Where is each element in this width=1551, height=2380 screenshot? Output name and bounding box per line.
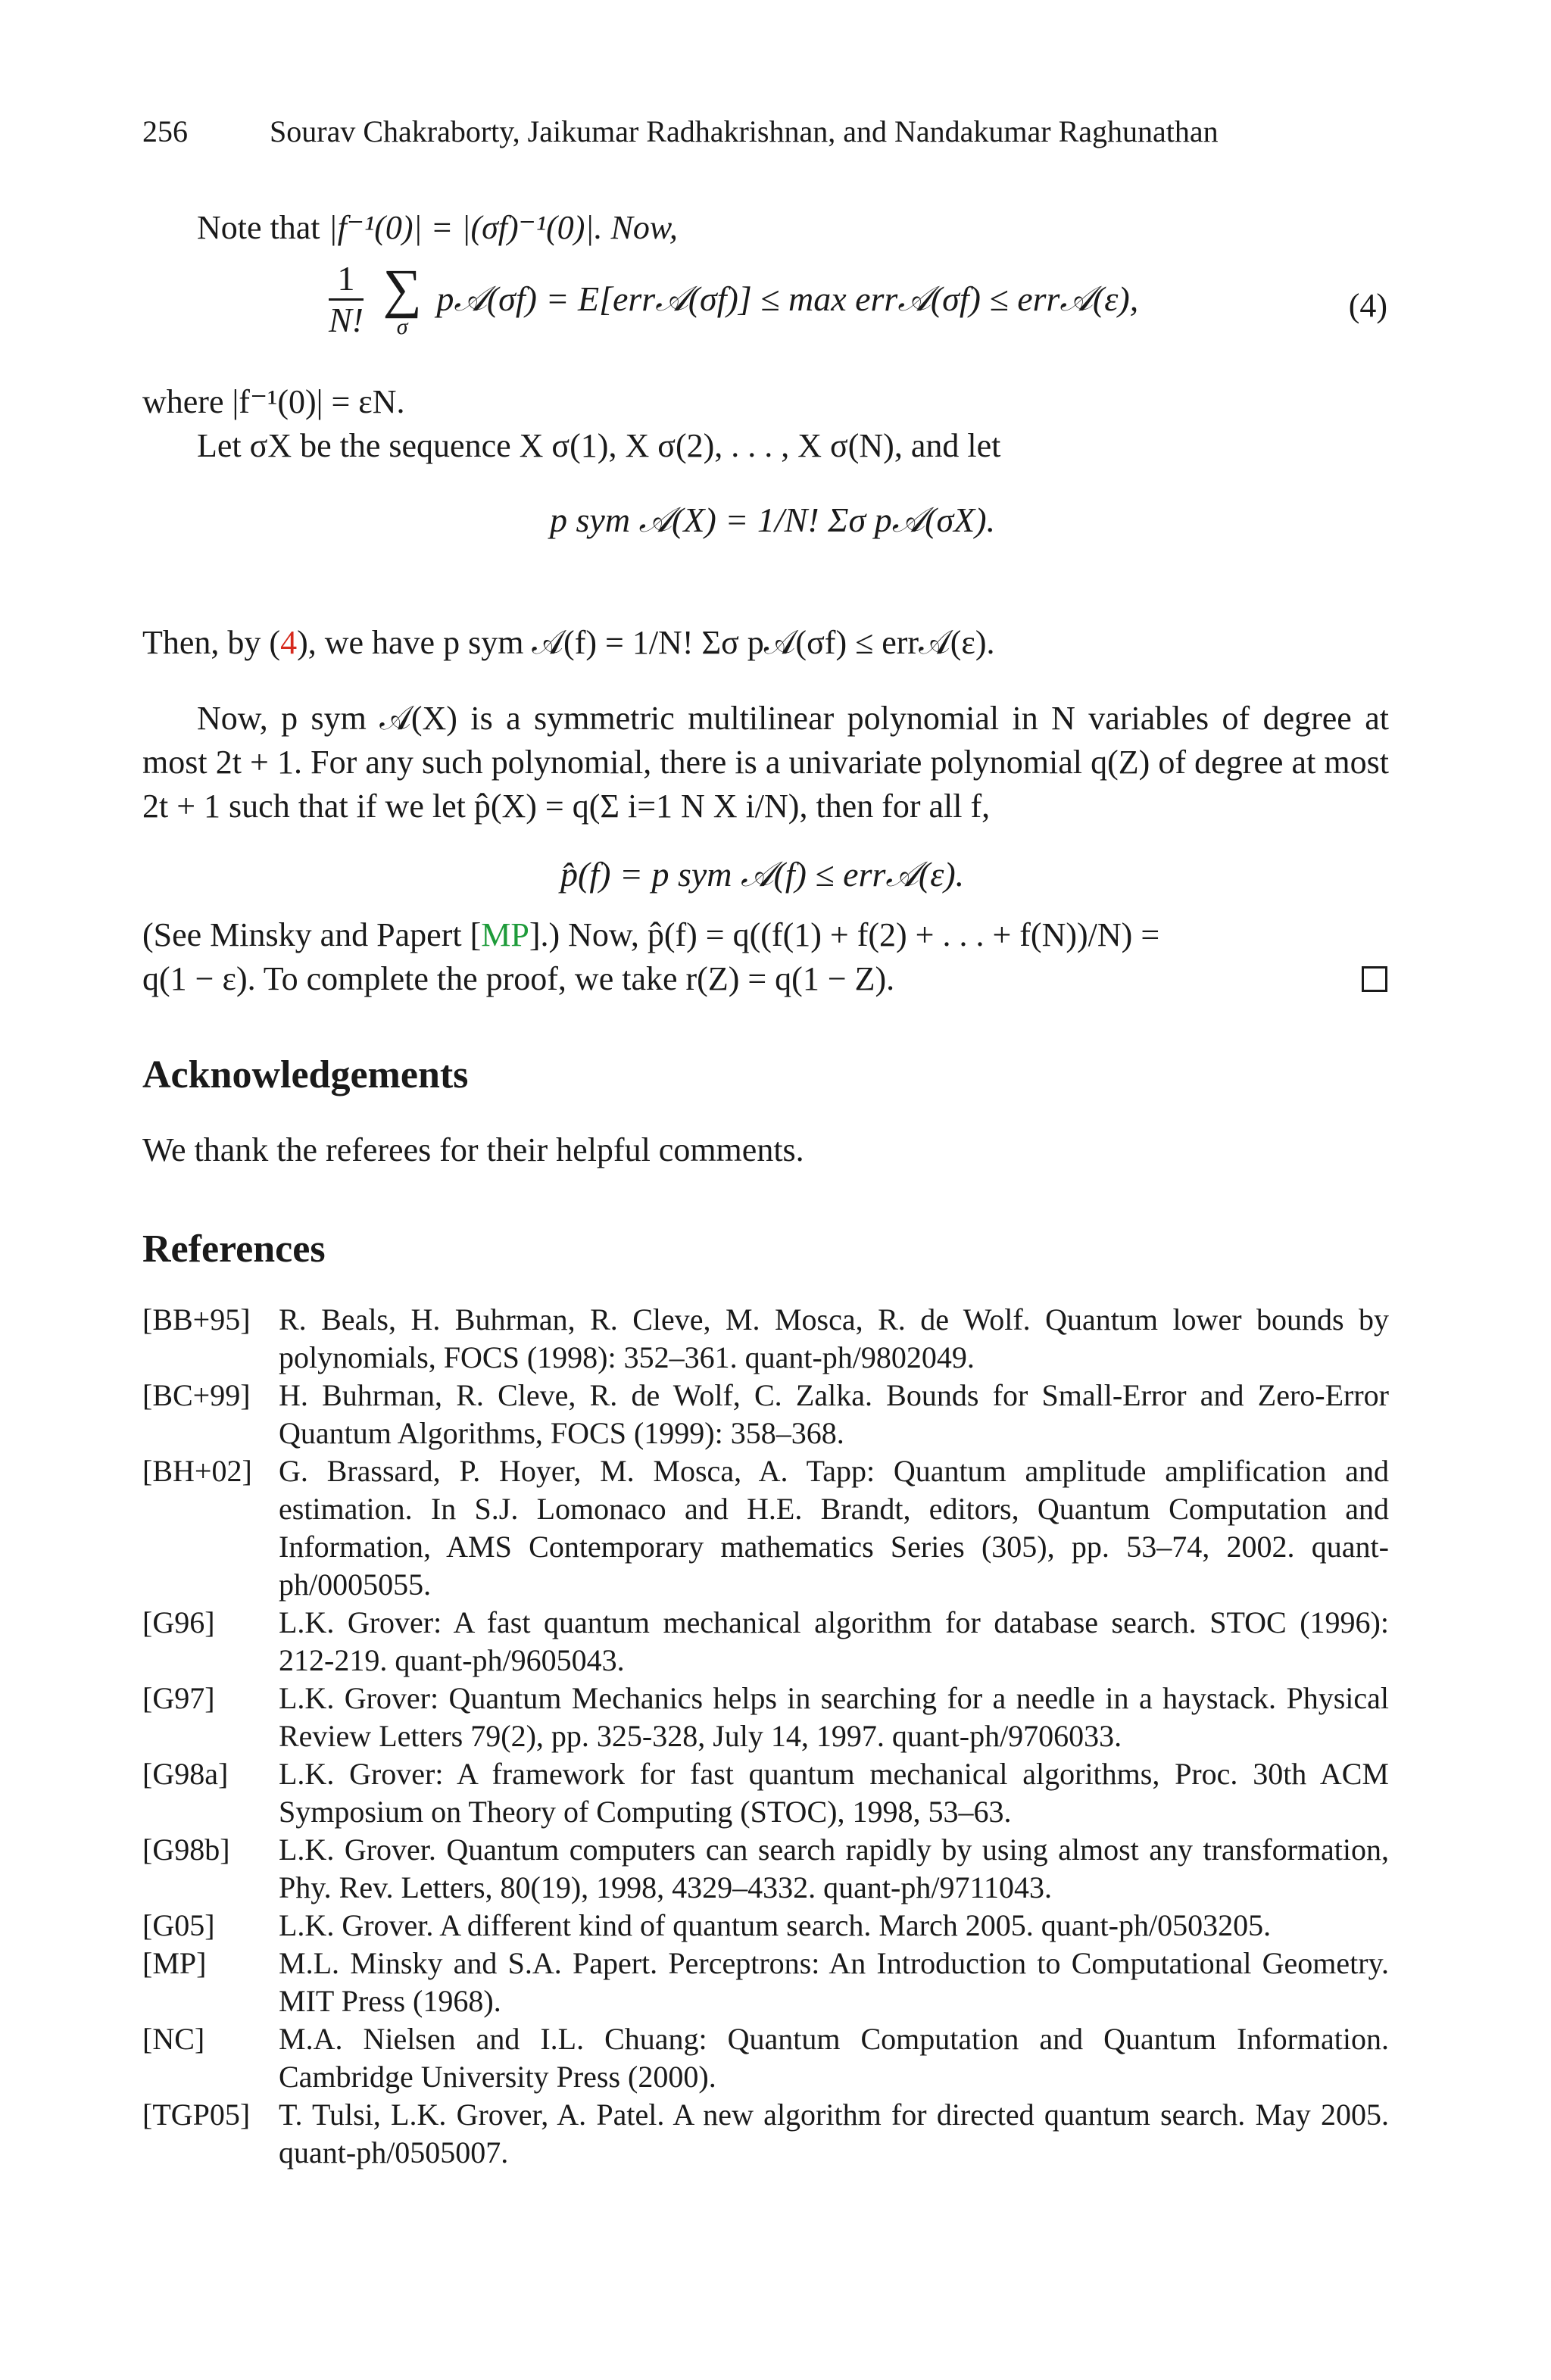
reference-text: M.A. Nielsen and I.L. Chuang: Quantum Computation and Quantum Information. Cambridge University Press (2000). <box>279 2022 1389 2094</box>
phat-equation: p̂(f) = p sym 𝒜(f) ≤ err𝒜(ε). <box>560 855 965 894</box>
equation-4 <box>324 259 1138 340</box>
reference-item <box>142 1755 1389 1831</box>
reference-key: [MP] <box>142 1946 207 1980</box>
note-math: |f⁻¹(0)| = |(σf)⁻¹(0)|. Now, <box>328 209 678 246</box>
reference-item <box>142 1377 1389 1452</box>
then-line: Then, by (4), we have p sym 𝒜(f) = 1/N! Σσ p𝒜(σf) ≤ err𝒜(ε). <box>142 624 995 661</box>
qed-box <box>1362 966 1387 992</box>
reference-text: L.K. Grover: Quantum Mechanics helps in searching for a needle in a haystack. Physical Review Letters 79(2), pp. 325-328, July 14, 1997. quant-ph/9706033. <box>279 1681 1389 1753</box>
reference-item <box>142 1945 1389 2020</box>
reference-text: L.K. Grover: A framework for fast quantum mechanical algorithms, Proc. 30th ACM Symposium on Theory of Computing (STOC), 1998, 53–63. <box>279 1757 1389 1829</box>
note-line: Note that |f⁻¹(0)| = |(σf)⁻¹(0)|. Now, <box>197 209 678 246</box>
let-line: Let σX be the sequence X σ(1), X σ(2), . . . , X σ(N), and let <box>197 427 1001 464</box>
equation-ref-link[interactable]: 4 <box>280 624 298 661</box>
reference-item <box>142 1907 1389 1945</box>
paragraph-symmetric-polynomial: Now, p sym 𝒜(X) is a symmetric multilinear polynomial in N variables of degree at most 2t + 1. For any such polynomial, there is a univariate polynomial q(Z) of degree at most 2t + 1 such that if we let p̂(X) = q(Σ i=1 N X i/N), then for all f, <box>142 700 1389 825</box>
reference-text: L.K. Grover: A fast quantum mechanical algorithm for database search. STOC (1996): 212-219. quant-ph/9605043. <box>279 1605 1389 1677</box>
reference-key: [BB+95] <box>142 1302 251 1337</box>
reference-key: [NC] <box>142 2022 205 2056</box>
see-line-2: q(1 − ε). To complete the proof, we take r(Z) = q(1 − Z). <box>142 960 895 997</box>
reference-text: L.K. Grover. A different kind of quantum search. March 2005. quant-ph/0503205. <box>279 1908 1272 1942</box>
psym-definition: p sym 𝒜(X) = 1/N! Σσ p𝒜(σX). <box>550 501 996 539</box>
acknowledgements-heading: Acknowledgements <box>142 1053 469 1096</box>
citation-link-mp[interactable]: MP <box>481 916 529 953</box>
reference-item <box>142 1831 1389 1907</box>
references-heading: References <box>142 1227 326 1271</box>
eq4-fraction: $\frac{1}{N!}$ <box>329 259 364 339</box>
reference-item <box>142 1301 1389 1377</box>
reference-key: [G05] <box>142 1908 215 1942</box>
equation-number: (4) <box>1348 287 1387 324</box>
reference-text: M.L. Minsky and S.A. Papert. Perceptrons: An Introduction to Computational Geometry. MIT Press (1968). <box>279 1946 1389 2018</box>
reference-key: [G96] <box>142 1605 215 1639</box>
reference-key: [BC+99] <box>142 1378 251 1412</box>
reference-text: G. Brassard, P. Hoyer, M. Mosca, A. Tapp: Quantum amplitude amplification and estimation. In S.J. Lomonaco and H.E. Brandt, editors, Quantum Computation and Information, AMS Contemporary mathematics Series (305), pp. 53–74, 2002. quant-ph/0005055. <box>279 1454 1389 1602</box>
reference-list <box>142 1301 1389 2172</box>
reference-text: T. Tulsi, L.K. Grover, A. Patel. A new algorithm for directed quantum search. May 2005. quant-ph/0505007. <box>279 2098 1389 2169</box>
author-line: Sourav Chakraborty, Jaikumar Radhakrishnan, and Nandakumar Raghunathan <box>270 114 1219 148</box>
reference-key: [G98a] <box>142 1757 229 1791</box>
reference-key: [BH+02] <box>142 1454 252 1488</box>
reference-key: [TGP05] <box>142 2098 251 2132</box>
reference-key: [G97] <box>142 1681 215 1715</box>
reference-item <box>142 1680 1389 1755</box>
reference-key: [G98b] <box>142 1833 230 1867</box>
reference-item <box>142 2020 1389 2096</box>
see-line-1: (See Minsky and Papert [MP].) Now, p̂(f) = q((f(1) + f(2) + . . . + f(N))/N) = <box>142 916 1160 953</box>
eq4-sum: ∑ σ <box>382 257 422 339</box>
reference-text: H. Buhrman, R. Cleve, R. de Wolf, C. Zalka. Bounds for Small-Error and Zero-Error Quantum Algorithms, FOCS (1999): 358–368. <box>279 1378 1389 1450</box>
reference-item <box>142 1604 1389 1680</box>
reference-item <box>142 1452 1389 1604</box>
page-number: 256 <box>142 114 188 148</box>
eq4-rest: p𝒜(σf) = E[err𝒜(σf)] ≤ max err𝒜(σf) ≤ err𝒜(ε), <box>436 279 1139 318</box>
reference-text: L.K. Grover. Quantum computers can search rapidly by using almost any transformation, Phy. Rev. Letters, 80(19), 1998, 4329–4332. quant-ph/9711043. <box>279 1833 1389 1904</box>
where-line: where |f⁻¹(0)| = εN. <box>142 383 405 420</box>
reference-item <box>142 2096 1389 2172</box>
acknowledgements-text: We thank the referees for their helpful comments. <box>142 1131 804 1168</box>
reference-text: R. Beals, H. Buhrman, R. Cleve, M. Mosca, R. de Wolf. Quantum lower bounds by polynomials, FOCS (1998): 352–361. quant-ph/9802049. <box>279 1302 1389 1374</box>
